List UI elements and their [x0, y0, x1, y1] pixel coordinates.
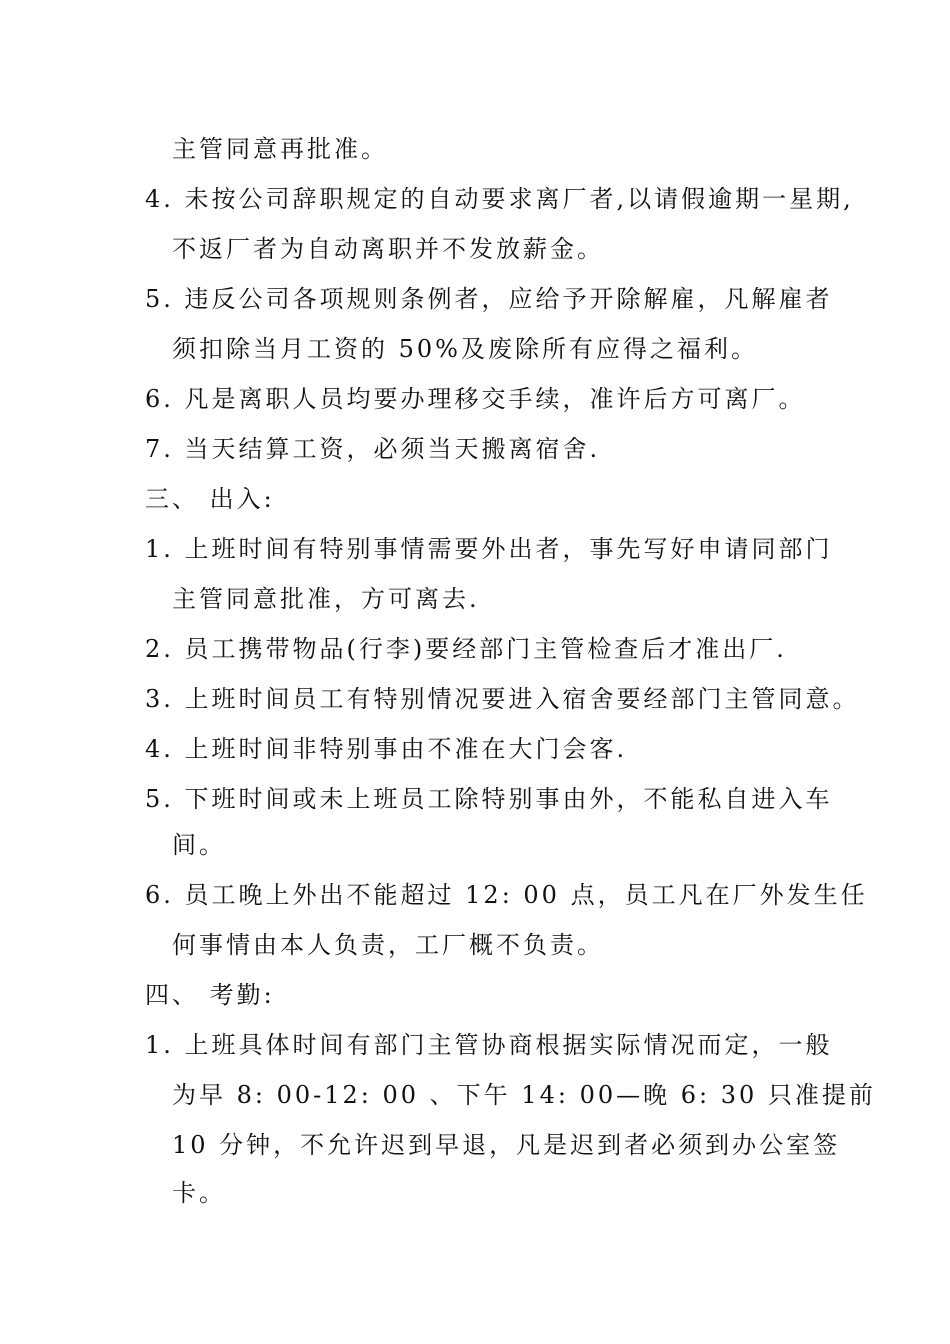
text-line: 卡。 — [172, 1179, 226, 1207]
text-line: 5. 下班时间或未上班员工除特别事由外，不能私自进入车 — [145, 785, 833, 813]
text-line: 6. 凡是离职人员均要办理移交手续，准许后方可离厂。 — [145, 385, 806, 413]
text-line: 不返厂者为自动离职并不发放薪金。 — [172, 235, 604, 263]
text-line: 6. 员工晚上外出不能超过 12: 00 点，员工凡在厂外发生任 — [145, 881, 868, 909]
text-line: 3. 上班时间员工有特别情况要进入宿舍要经部门主管同意。 — [145, 685, 860, 713]
text-line: 10 分钟，不允许迟到早退，凡是迟到者必须到办公室签 — [172, 1131, 841, 1159]
section-heading: 四、 考勤: — [145, 981, 275, 1009]
text-line: 4. 上班时间非特别事由不准在大门会客. — [145, 735, 628, 763]
section-heading: 三、 出入: — [145, 485, 275, 513]
text-line: 1. 上班时间有特别事情需要外出者，事先写好申请同部门 — [145, 535, 833, 563]
text-line: 7. 当天结算工资，必须当天搬离宿舍. — [145, 435, 601, 463]
text-line: 5. 违反公司各项规则条例者，应给予开除解雇，凡解雇者 — [145, 285, 833, 313]
text-line: 须扣除当月工资的 50%及废除所有应得之福利。 — [172, 335, 758, 363]
text-line: 2. 员工携带物品(行李)要经部门主管检查后才准出厂. — [145, 635, 787, 663]
text-line: 何事情由本人负责，工厂概不负责。 — [172, 931, 604, 959]
text-line: 主管同意再批准。 — [172, 135, 388, 163]
text-line: 4. 未按公司辞职规定的自动要求离厂者,以请假逾期一星期, — [145, 185, 854, 213]
text-line: 1. 上班具体时间有部门主管协商根据实际情况而定，一般 — [145, 1031, 833, 1059]
text-line: 为早 8: 00-12: 00 、下午 14: 00—晚 6: 30 只准提前 — [172, 1081, 876, 1109]
text-line: 主管同意批准，方可离去. — [172, 585, 480, 613]
text-line: 间。 — [172, 831, 226, 859]
